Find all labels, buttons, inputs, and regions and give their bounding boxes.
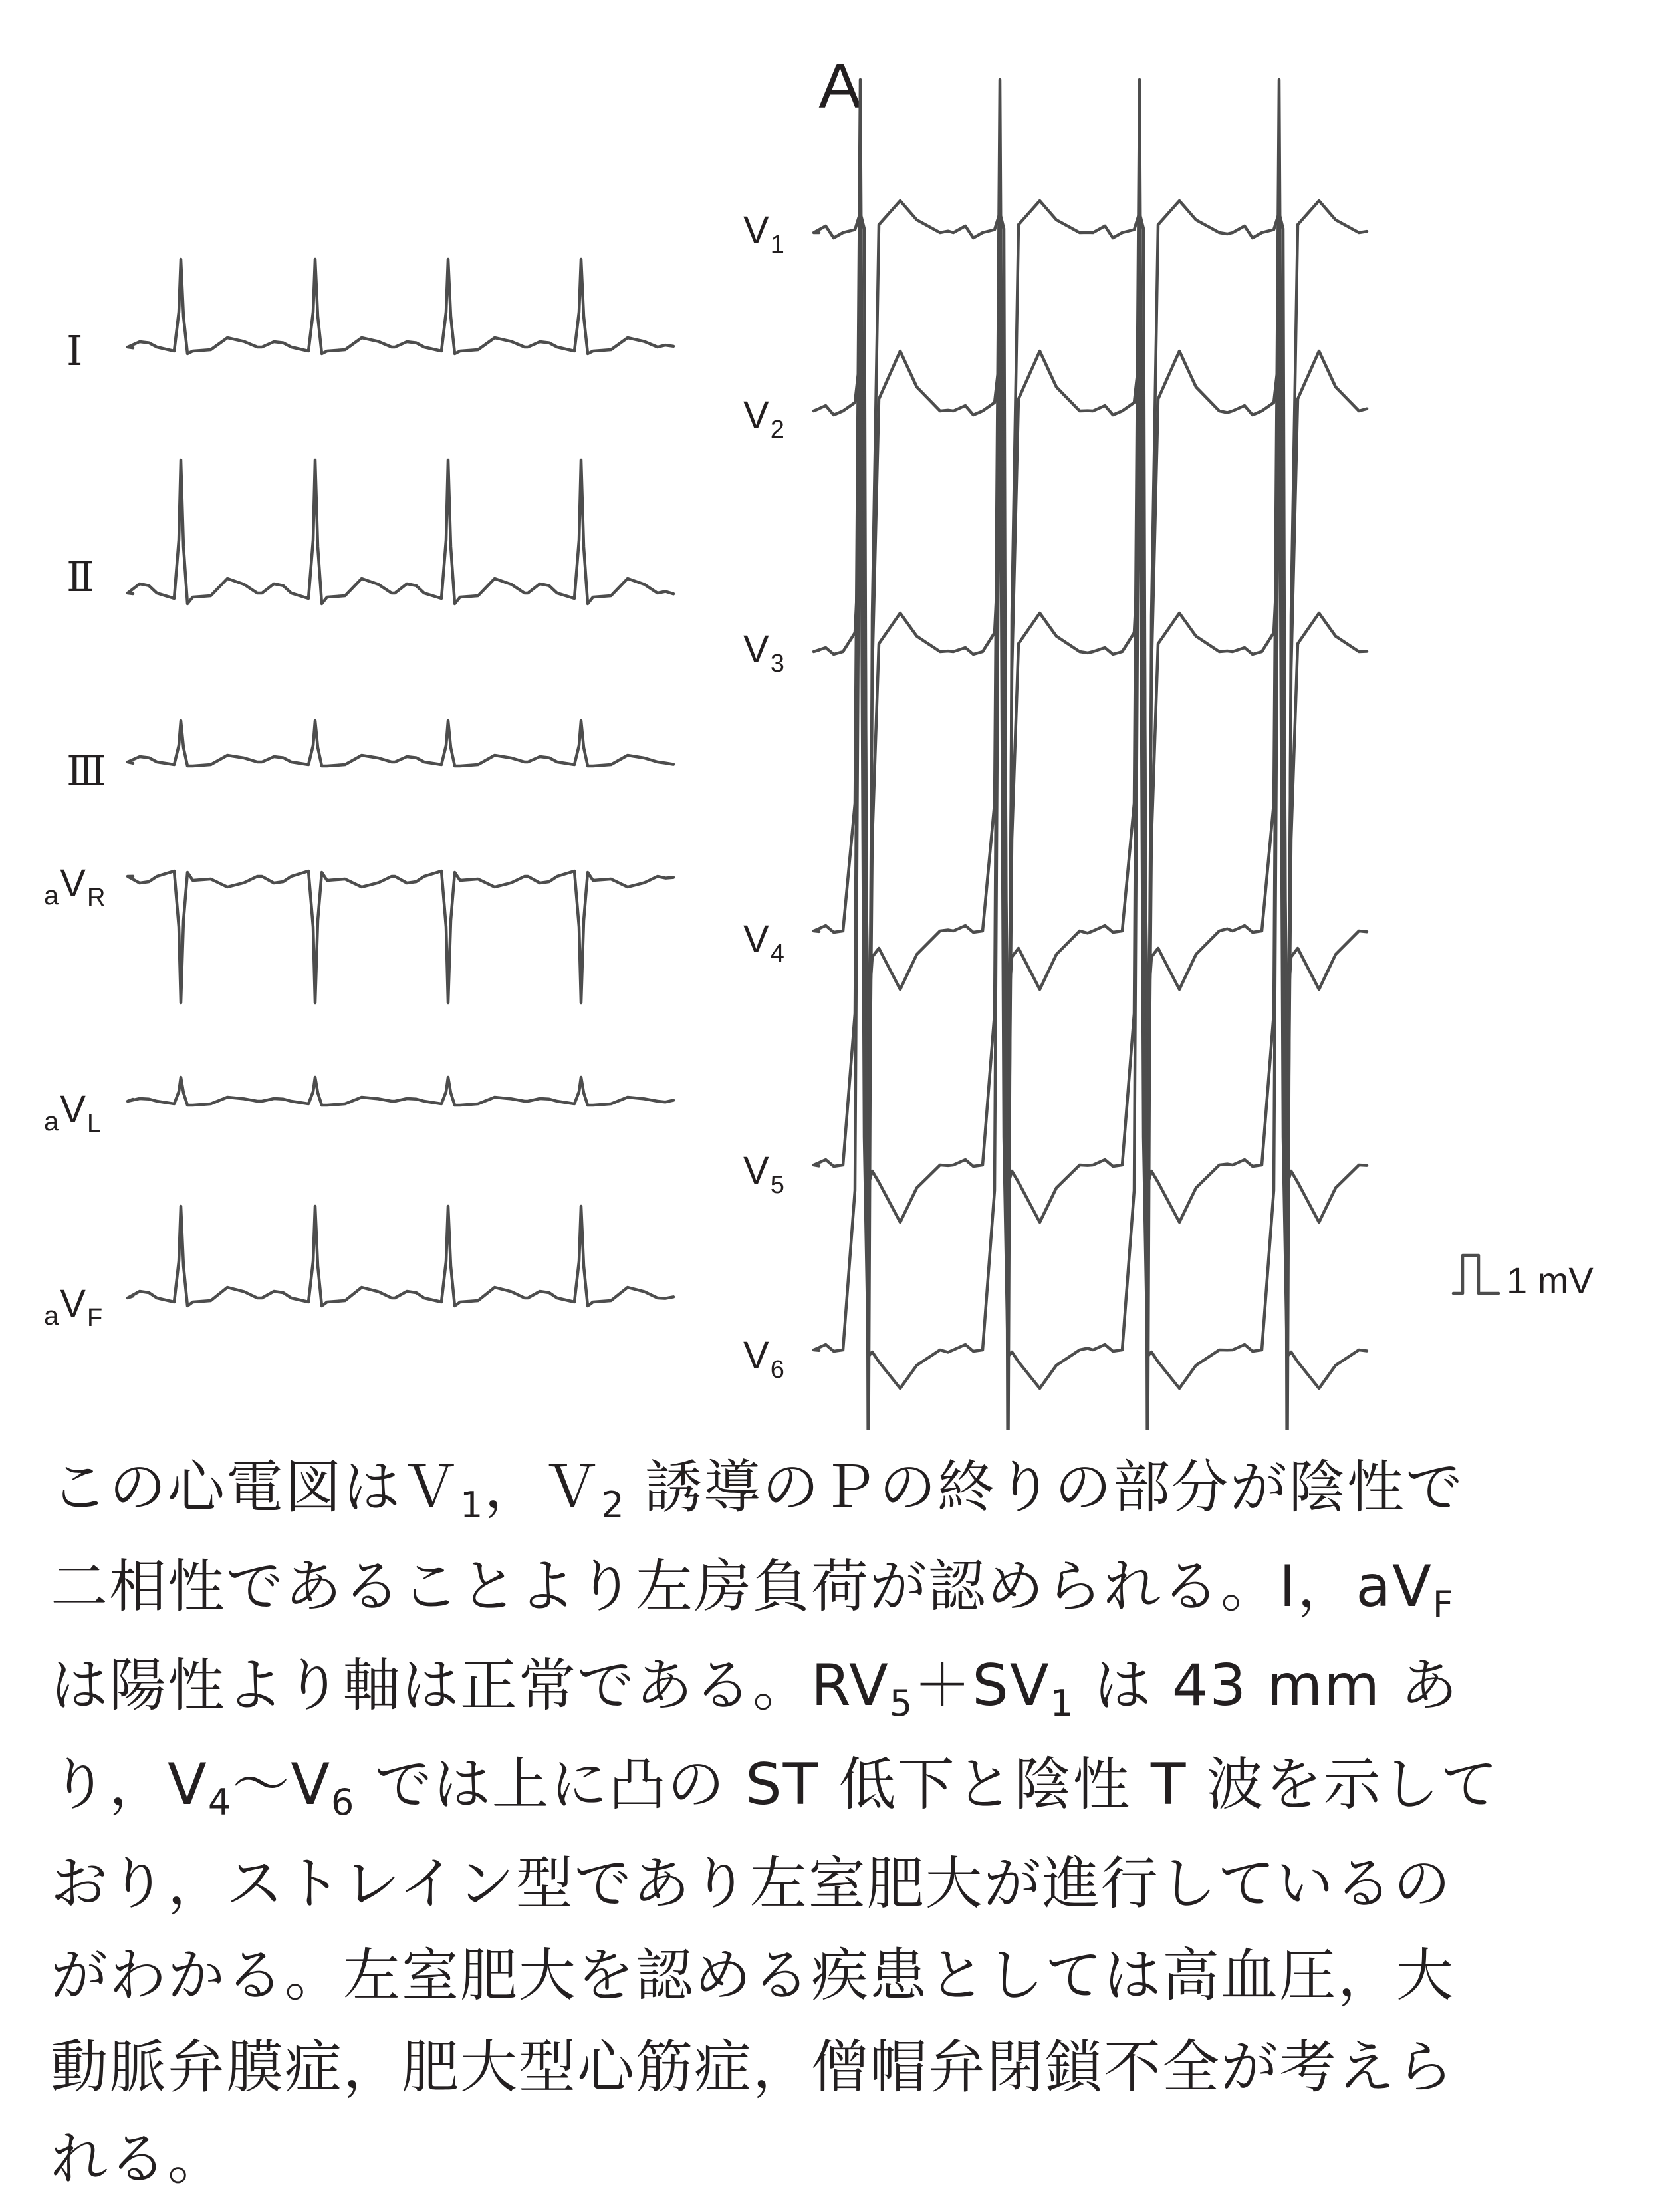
caption-line (51, 1930, 1633, 2021)
caption-segment: がわかる。左室肥大を認める疾患としては高血圧，大 (51, 1942, 1455, 2009)
lead-name: Ⅰ (66, 329, 83, 374)
lead-subscript: 2 (770, 416, 784, 444)
lead-name: V (60, 1282, 86, 1325)
caption-segment: り，V (51, 1751, 208, 1818)
caption-line (51, 1838, 1633, 1930)
caption-text (51, 1442, 1633, 2205)
caption-line (51, 1739, 1633, 1838)
lead-subscript: 3 (770, 650, 784, 678)
lead-name: Ⅱ (66, 555, 95, 600)
panel-label: A (818, 51, 862, 122)
lead-name: V (743, 918, 769, 961)
caption-subscript: 4 (207, 1781, 233, 1823)
lead-subscript: 1 (770, 231, 784, 259)
caption-subscript: F (1432, 1583, 1455, 1625)
caption-segment: 〜V (232, 1751, 332, 1818)
lead-label-v1 (743, 209, 784, 259)
lead-label-avl (44, 1088, 102, 1138)
caption-line (51, 1640, 1633, 1739)
caption-segment: 動脈弁膜症，肥大型心筋症，僧帽弁閉鎖不全が考えら (51, 2034, 1455, 2101)
lead-name: V (60, 1088, 86, 1131)
caption-subscript: 1 (1050, 1682, 1075, 1724)
caption-line (51, 1442, 1633, 1541)
lead-subscript: 6 (770, 1356, 784, 1384)
lead-subscript: 4 (770, 940, 784, 968)
lead-prefix: a (44, 1107, 59, 1136)
caption-segment: は 43 mm あ (1074, 1652, 1459, 1719)
trace-lead-i (128, 259, 673, 354)
caption-segment: ，Ｖ (484, 1454, 602, 1521)
lead-name: V (743, 1149, 769, 1192)
caption-line (51, 2021, 1633, 2113)
lead-label-iii (66, 751, 106, 793)
lead-name: V (743, 1334, 769, 1377)
trace-lead-ii (128, 460, 673, 604)
lead-prefix: a (44, 1301, 59, 1331)
lead-subscript: F (86, 1304, 103, 1332)
caption-segment: は陽性より軸は正常である。RV (51, 1652, 890, 1719)
lead-label-ii (66, 557, 94, 598)
lead-name: V (60, 862, 86, 905)
caption-segment: この心電図はＶ (51, 1454, 460, 1521)
caption-subscript: 6 (331, 1781, 356, 1823)
lead-label-v2 (743, 394, 784, 444)
caption-segment: れる。 (51, 2126, 226, 2192)
lead-label-avr (44, 862, 106, 912)
caption-segment: 二相性であることより左房負荷が認められる。Ⅰ，aV (51, 1553, 1433, 1620)
lead-subscript: R (86, 884, 106, 912)
caption-subscript: 1 (460, 1484, 485, 1526)
trace-lead-avr (128, 871, 673, 1003)
trace-lead-avl (128, 1077, 673, 1105)
lead-name: V (743, 209, 769, 252)
lead-name: V (743, 394, 769, 437)
calibration-pulse (1453, 1255, 1499, 1293)
caption-segment: おり，ストレイン型であり左室肥大が進行しているの (51, 1851, 1452, 1917)
lead-subscript: 5 (770, 1171, 784, 1199)
trace-lead-iii (128, 721, 673, 766)
caption-subscript: 2 (601, 1484, 626, 1526)
lead-label-v6 (743, 1334, 784, 1384)
caption-segment: 誘導のＰの終りの部分が陰性で (625, 1454, 1465, 1521)
caption-segment: ＋SV (913, 1652, 1050, 1719)
lead-label-v3 (743, 628, 784, 678)
calibration-label: 1 mV (1506, 1259, 1594, 1301)
trace-lead-avf (128, 1206, 673, 1306)
lead-subscript: L (86, 1110, 102, 1138)
lead-label-v4 (743, 918, 784, 968)
lead-label-v5 (743, 1149, 784, 1199)
lead-name: V (743, 628, 769, 671)
lead-name: Ⅲ (66, 749, 106, 795)
lead-prefix: a (44, 881, 59, 910)
caption-line (51, 2113, 1633, 2205)
lead-label-avf (44, 1282, 103, 1332)
caption-subscript: 5 (889, 1682, 914, 1724)
lead-label-i (66, 331, 83, 372)
caption-segment: では上に凸の ST 低下と陰性 T 波を示して (355, 1751, 1499, 1818)
caption-line (51, 1541, 1633, 1640)
